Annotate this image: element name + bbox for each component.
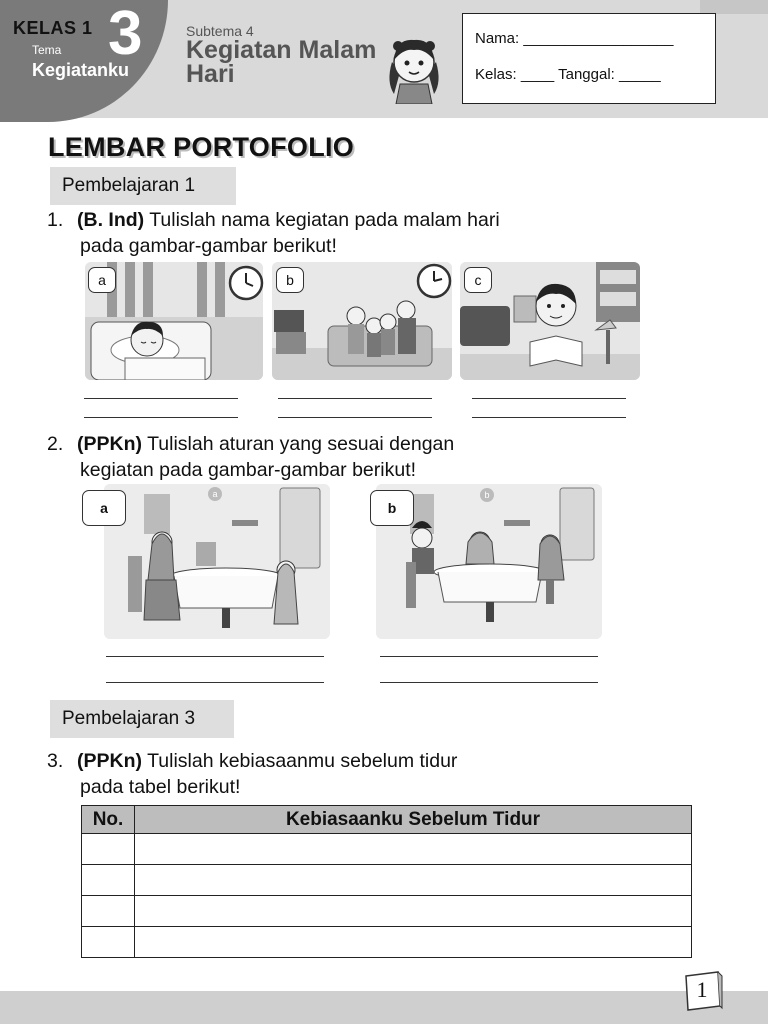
table-cell-no[interactable]	[82, 834, 135, 865]
answer-line[interactable]	[472, 398, 626, 399]
answer-line[interactable]	[380, 656, 598, 657]
nama-field[interactable]: Nama: __________________	[475, 30, 674, 47]
question-text-line2: pada gambar-gambar berikut!	[80, 235, 337, 257]
table-cell-no[interactable]	[82, 896, 135, 927]
picture-label-a: a	[88, 267, 116, 293]
table-row	[82, 896, 692, 927]
page-title: LEMBAR PORTOFOLIO	[48, 132, 355, 162]
clock-icon	[227, 264, 265, 302]
table-row	[82, 927, 692, 958]
table-header-no: No.	[82, 806, 135, 834]
question-text-line1: Tulislah nama kegiatan pada malam hari	[149, 209, 500, 231]
kelas-tanggal-field[interactable]: Kelas: ____ Tanggal: _____	[475, 66, 661, 83]
subtema-label: Subtema 4	[186, 23, 254, 39]
question-text-line2: pada tabel berikut!	[80, 776, 241, 798]
table-header-habit: Kebiasaanku Sebelum Tidur	[135, 806, 692, 834]
table-cell-habit[interactable]	[135, 927, 692, 958]
kelas-label: KELAS 1	[13, 18, 93, 38]
clock-icon	[415, 262, 453, 300]
answer-line[interactable]	[106, 682, 324, 683]
question-subject: (B. Ind)	[77, 209, 145, 231]
picture-label-b: b	[370, 490, 414, 526]
header-accent-bar	[700, 0, 768, 14]
answer-line[interactable]	[472, 417, 626, 418]
question-1	[47, 207, 500, 259]
footer-band	[0, 991, 768, 1024]
answer-line[interactable]	[84, 417, 238, 418]
table-cell-no[interactable]	[82, 927, 135, 958]
question-number: 1.	[47, 209, 64, 231]
subtema-title: Kegiatan Malam Hari	[186, 36, 377, 88]
inner-picture-label-a: a	[208, 487, 222, 501]
question-subject: (PPKn)	[77, 750, 142, 772]
question-number: 3.	[47, 750, 64, 772]
picture-label-a: a	[82, 490, 126, 526]
table-row	[82, 834, 692, 865]
tema-number: 3	[108, 0, 143, 68]
tema-label: Tema	[32, 43, 62, 57]
table-cell-no[interactable]	[82, 865, 135, 896]
question-text-line1: Tulislah kebiasaanmu sebelum tidur	[147, 750, 458, 772]
tema-title: Kegiatanku	[32, 60, 130, 80]
question-text-line1: Tulislah aturan yang sesuai dengan	[147, 433, 455, 455]
answer-line[interactable]	[278, 417, 432, 418]
question-text-line2: kegiatan pada gambar-gambar berikut!	[80, 459, 417, 481]
question-number: 2.	[47, 433, 64, 455]
answer-line[interactable]	[84, 398, 238, 399]
lesson-tab-3: Pembelajaran 3	[50, 700, 234, 738]
question-3	[47, 748, 457, 800]
inner-picture-label-b: b	[480, 488, 494, 502]
table-row	[82, 865, 692, 896]
question-subject: (PPKn)	[77, 433, 142, 455]
question-2	[47, 431, 454, 483]
identity-box	[462, 13, 716, 104]
answer-line[interactable]	[380, 682, 598, 683]
habit-table	[81, 805, 692, 958]
page-number: 1	[696, 977, 708, 1002]
answer-line[interactable]	[278, 398, 432, 399]
table-cell-habit[interactable]	[135, 896, 692, 927]
table-cell-habit[interactable]	[135, 834, 692, 865]
picture-label-c: c	[464, 267, 492, 293]
picture-label-b: b	[276, 267, 304, 293]
girl-illustration-icon	[384, 32, 444, 104]
answer-line[interactable]	[106, 656, 324, 657]
lesson-tab-1: Pembelajaran 1	[50, 167, 236, 205]
picture-dining-a	[104, 484, 330, 639]
table-cell-habit[interactable]	[135, 865, 692, 896]
